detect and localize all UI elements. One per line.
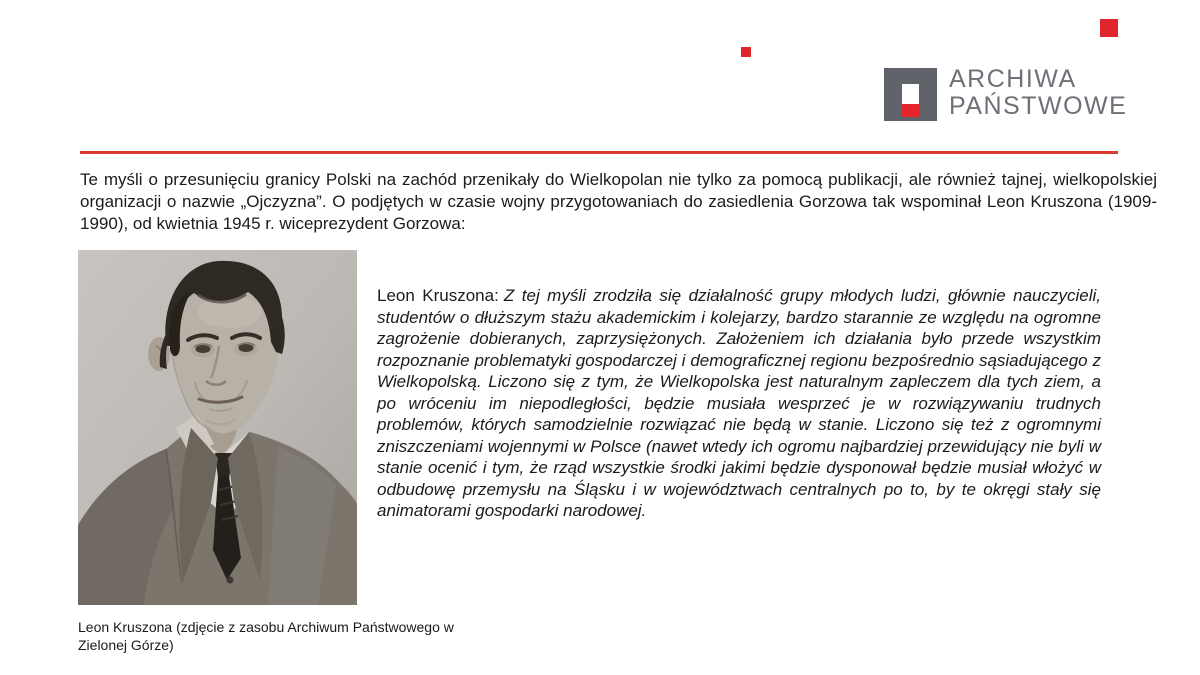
decor-red-square-large	[1100, 19, 1118, 37]
logo-wordmark	[949, 66, 1127, 120]
logo-inner-red-square	[902, 104, 919, 117]
archiwa-panstwowe-logo-icon	[884, 68, 937, 121]
red-divider-line	[80, 151, 1118, 154]
quote-paragraph	[377, 285, 1101, 522]
archiwa-panstwowe-logo	[884, 65, 1128, 121]
logo-wordmark-line1: ARCHIWA	[949, 65, 1077, 93]
photo-caption: Leon Kruszona (zdjęcie z zasobu Archiwum Państwowego w Zielonej Górze)	[78, 619, 454, 653]
leon-kruszona-portrait-photo	[78, 250, 357, 605]
decor-red-square-small	[741, 47, 751, 57]
intro-paragraph: Te myśli o przesunięciu granicy Polski na zachód przenikały do Wielkopolan nie tylko za pomocą publikacji, ale również tajnej, wielkopolskiej organizacji o nazwie „Ojczyzna”. O podjętych w czasie wojny przygotowaniach do zasiedlenia Gorzowa tak wspominał Leon Kruszona (1909-1990), od kwietnia 1945 r. wiceprezydent Gorzowa:	[80, 170, 1157, 233]
logo-inner-white-square	[902, 84, 919, 104]
portrait-illustration	[78, 250, 357, 605]
quote-lead: Leon Kruszona:	[377, 286, 499, 305]
quote-body: Z tej myśli zrodziła się działalność grupy młodych ludzi, głównie nauczycieli, studentów o dłuższym stażu akademickim i kolejarzy, bardzo starannie ze względu na ogromne zagrożenie dobieranych, zaprzysiężonych. Założeniem ich działania było przede wszystkim rozpoznanie problematyki gospodarczej i demograficznej regionu bezpośrednio sąsiadującego z Wielkopolską. Liczono się z tym, że Wielkopolska jest naturalnym zapleczem dla tych ziem, a po wróceniu im niepodległości, będzie musiała wesprzeć je w rozwiązywaniu trudnych problemów, których samodzielnie rozwiązać nie będą w stanie. Liczono się też z ogromnymi zniszczeniami wojennymi w Polsce (nawet wtedy ich ogromu najbardziej przewidujący nie byli w stanie ocenić i tym, że rząd wszystkie środki jakimi będzie dysponował będzie musiał włożyć w odbudowę przemysłu na Śląsku i w województwach centralnych po to, by te okręgi stały się animatorami gospodarki narodowej.	[377, 286, 1101, 520]
logo-wordmark-line2: PAŃSTWOWE	[949, 92, 1128, 120]
